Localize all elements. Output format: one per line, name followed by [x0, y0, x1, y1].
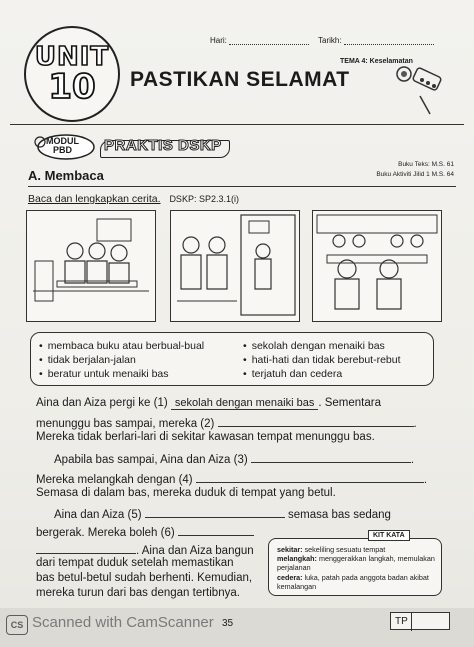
answer-6-blank[interactable] — [178, 524, 254, 536]
picture-inside-bus — [312, 210, 442, 322]
buku-aktiviti-ref: Buku Aktiviti Jilid 1 M.S. 64 — [376, 171, 454, 178]
word-bank — [30, 332, 434, 386]
word-option: • beratur untuk menaiki bas — [39, 367, 204, 381]
kit-kata-label: KIT KATA — [368, 530, 410, 541]
unit-badge — [24, 26, 120, 122]
header-divider — [10, 124, 464, 125]
buku-teks-ref: Buku Teks: M.S. 61 — [398, 161, 454, 168]
tp-box[interactable]: TP — [390, 612, 450, 630]
story-line-10: dari tempat duduk setelah memastikan — [36, 557, 234, 569]
dskp-code: DSKP: SP2.3.1(i) — [169, 194, 239, 204]
word-bank-right — [243, 339, 401, 381]
answer-5-blank[interactable] — [145, 506, 285, 518]
camscanner-watermark: Scanned with CamScanner — [32, 614, 214, 631]
page-number: 35 — [222, 618, 234, 629]
story-line-8: bergerak. Mereka boleh (6) — [36, 524, 254, 539]
word-option: • membaca buku atau berbual-bual — [39, 339, 204, 353]
camscanner-logo: CS — [6, 615, 28, 635]
tarikh-field — [318, 36, 434, 45]
section-heading: A. Membaca — [28, 168, 104, 183]
instruction: Baca dan lengkapkan cerita. DSKP: SP2.3.1(i) — [28, 193, 239, 205]
story-line-12: mereka turun dari bas dengan tertibnya. — [36, 587, 240, 599]
modul-pbd-label: MODUL PBD — [46, 136, 79, 155]
unit-number: 10 — [48, 67, 96, 107]
unit-word: UNIT — [34, 42, 110, 72]
story-line-4: Apabila bas sampai, Aina dan Aiza (3) . — [54, 451, 414, 466]
picture-waiting-bench — [26, 210, 156, 322]
story-line-7: Aina dan Aiza (5) semasa bas sedang — [54, 506, 391, 521]
kit-kata-box: sekitar: sekeliling sesuatu tempat melangkah: menggerakkan langkah, memulakan perjalanan cedera: luka, patah pada anggota badan akibat kemalangan — [268, 538, 442, 596]
word-option: • terjatuh dan cedera — [243, 367, 401, 381]
story-line-2: menunggu bas sampai, mereka (2) . — [36, 415, 417, 430]
answer-6-blank-cont[interactable] — [36, 542, 136, 554]
word-bank-left — [39, 339, 204, 381]
section-divider — [28, 186, 456, 187]
page-title: PASTIKAN SELAMAT — [130, 68, 350, 91]
story-line-11: bas betul-betul sudah berhenti. Kemudian, — [36, 572, 253, 584]
answer-3-blank[interactable] — [251, 451, 411, 463]
story-line-5: Mereka melangkah dengan (4) . — [36, 471, 427, 486]
tema-label: TEMA 4: Keselamatan — [340, 58, 413, 65]
answer-1[interactable]: sekolah dengan menaiki bas — [171, 397, 318, 410]
answer-4-blank[interactable] — [196, 471, 424, 483]
tarikh-label: Tarikh: — [318, 36, 342, 45]
hari-field — [210, 36, 309, 45]
word-option: • sekolah dengan menaiki bas — [243, 339, 401, 353]
safety-illustration-icon — [390, 62, 446, 118]
story-line-6: Semasa di dalam bas, mereka duduk di tempat yang betul. — [36, 487, 336, 499]
story-line-9: . Aina dan Aiza bangun — [36, 542, 254, 557]
word-option: • tidak berjalan-jalan — [39, 353, 204, 367]
hari-label: Hari: — [210, 36, 227, 45]
story-line-1: Aina dan Aiza pergi ke (1) sekolah dengan menaiki bas . Sementara — [36, 397, 381, 409]
story-line-3: Mereka tidak berlari-lari di sekitar kawasan tempat menunggu bas. — [36, 431, 375, 443]
word-option: • hati-hati dan tidak berebut-rebut — [243, 353, 401, 367]
praktis-dskp-label: PRAKTIS DSKP — [104, 137, 222, 154]
answer-2-blank[interactable] — [218, 415, 414, 427]
picture-boarding-bus — [170, 210, 300, 322]
